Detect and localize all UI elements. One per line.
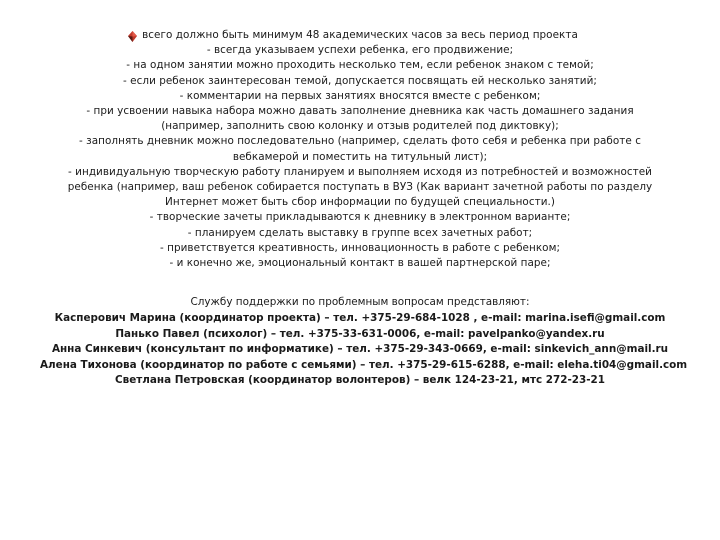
contact-kasperovich: Касперович Марина (координатор проекта) – тел. +375-29-684-1028 , e-mail: marina.isefi@gmail.com [54, 312, 666, 325]
rule-line: - всегда указываем успехи ребенка, его продвижение; [206, 44, 514, 57]
rule-line: - и конечно же, эмоциональный контакт в вашей партнерской паре; [169, 257, 551, 270]
rule-line: - если ребенок заинтересован темой, допускается посвящать ей несколько занятий; [123, 74, 597, 87]
rule-line: всего должно быть минимум 48 академических часов за весь период проекта [142, 29, 578, 41]
rule-line: - творческие зачеты прикладываются к дневнику в электронном варианте; [149, 211, 571, 224]
rule-line: - на одном занятии можно проходить несколько тем, если ребенок знаком с темой; [126, 59, 594, 72]
rule-line: - приветствуется креативность, инновационность в работе с ребенком; [159, 241, 561, 254]
rule-line: Интернет может быть сбор информации по будущей специальности.) [165, 196, 555, 209]
rule-line: (например, заполнить свою колонку и отзыв родителей под диктовку); [161, 120, 559, 133]
rule-line: - планируем сделать выставку в группе всех зачетных работ; [187, 226, 533, 239]
rules-text [60, 28, 660, 271]
rule-line: - комментарии на первых занятиях вносятся вместе с ребенком; [179, 89, 541, 102]
contact-tikhonova: Алена Тихонова (координатор по работе с семьями) – тел. +375-29-615-6288, e-mail: eleha.ti04@gmail.com [40, 358, 688, 371]
rule-line: ребенка (например, ваш ребенок собирается поступать в ВУЗ (Как вариант зачетной работы по разделу [67, 181, 653, 194]
contact-panko: Панько Павел (психолог) – тел. +375-33-631-0006, e-mail: pavelpanko@yandex.ru [115, 327, 605, 340]
contact-petrovskaya: Светлана Петровская (координатор волонтеров) – велк 124-23-21, мтс 272-23-21 [115, 374, 605, 387]
rule-line: - индивидуальную творческую работу планируем и выполняем исходя из потребностей и возможностей [68, 165, 652, 178]
contact-sinkevich: Анна Синкевич (консультант по информатике) – тел. +375-29-343-0669, e-mail: sinkevich_ann@mail.ru [51, 343, 669, 356]
rule-line: - при усвоении навыка набора можно давать заполнение дневника как часть домашнего задания [86, 105, 634, 118]
support-intro: Службу поддержки по проблемным вопросам представляют: [190, 296, 530, 308]
rule-line: вебкамерой и поместить на титульный лист); [232, 150, 488, 163]
rule-line: - заполнять дневник можно последовательно (например, сделать фото себя и ребенка при работе с [79, 135, 641, 148]
support-contacts [40, 295, 688, 388]
